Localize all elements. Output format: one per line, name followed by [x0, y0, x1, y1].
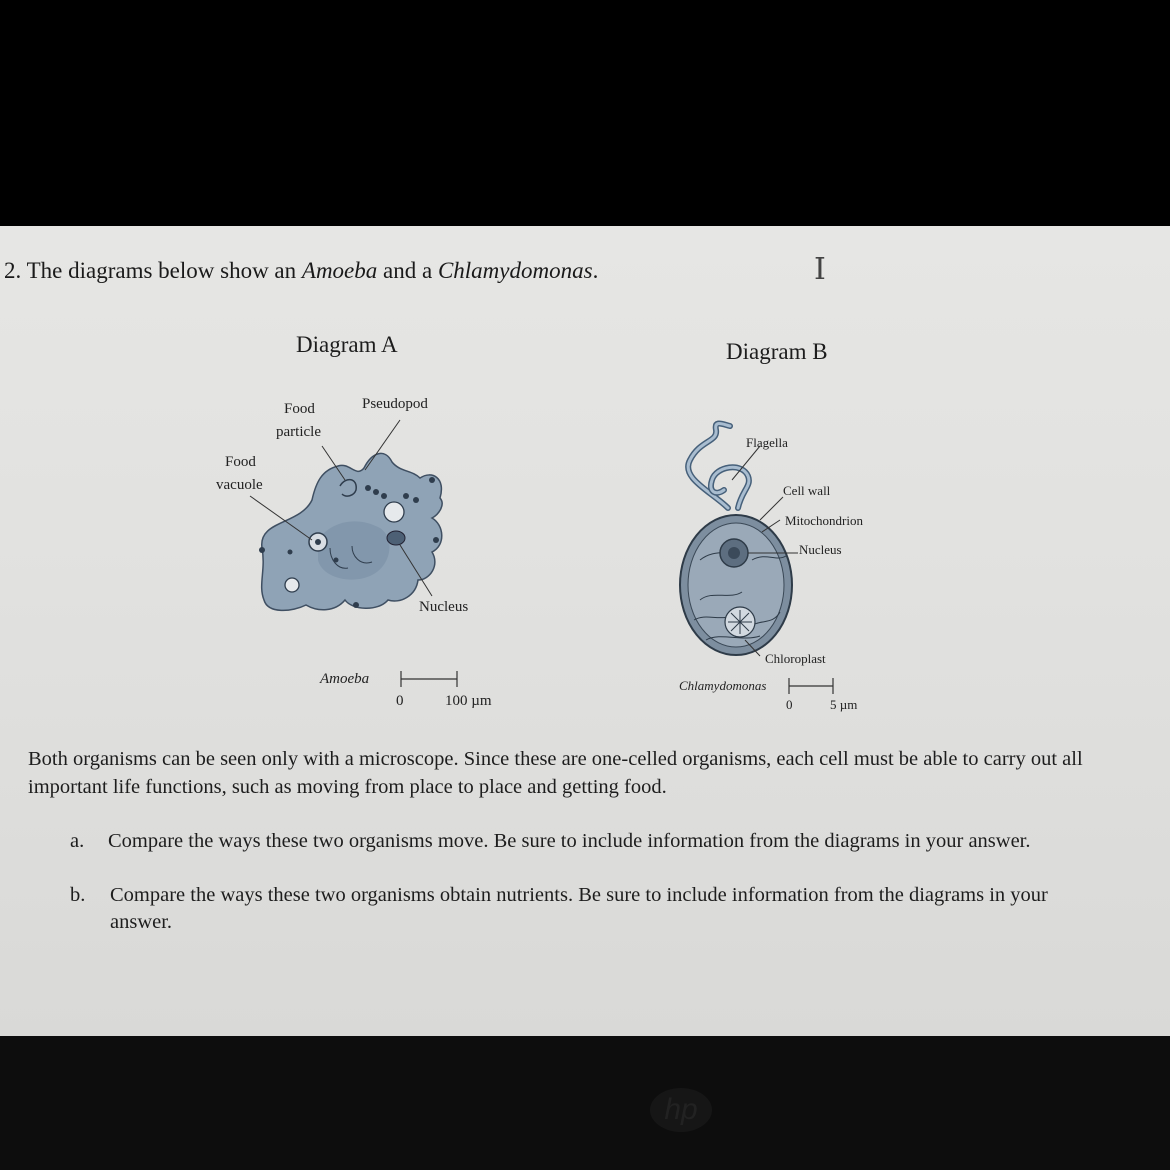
amoeba-scale-value: 100 µm: [445, 693, 492, 709]
intro-paragraph: Both organisms can be seen only with a microscope. Since these are one-celled organisms, each cell must be able to carry out all important life functions, such as moving from place to place and getting food.: [28, 748, 1083, 798]
label-amoeba-nucleus: Nucleus: [419, 599, 469, 615]
item-b-text: Compare the ways these two organisms obtain nutrients. Be sure to include information from the diagrams in your answer.: [110, 884, 1048, 933]
brand-logo-icon: hp: [650, 1088, 712, 1132]
chlamydomonas-scale-value: 5 µm: [830, 697, 858, 712]
label-flagella: Flagella: [746, 435, 788, 450]
label-cell-wall: Cell wall: [783, 483, 831, 498]
label-pseudopod: Pseudopod: [362, 396, 428, 412]
item-b-marker: b.: [70, 884, 86, 906]
label-food-particle-line2: particle: [276, 424, 321, 440]
diagram-b-title: Diagram B: [726, 339, 828, 364]
item-a-text: Compare the ways these two organisms move. Be sure to include information from the diagrams in your answer.: [108, 830, 1031, 852]
label-mitochondrion: Mitochondrion: [785, 513, 863, 528]
amoeba-scale-name: Amoeba: [320, 671, 370, 687]
diagram-a-title: Diagram A: [296, 332, 398, 357]
chlamydomonas-scale-zero: 0: [786, 697, 793, 712]
laptop-bezel: [0, 1036, 1170, 1170]
label-food-particle-line1: Food: [284, 401, 315, 417]
item-a-marker: a.: [70, 830, 85, 852]
label-chlamydomonas-nucleus: Nucleus: [799, 542, 842, 557]
question-title: 2. The diagrams below show an Amoeba and a Chlamydomonas.: [4, 258, 599, 283]
label-food-vacuole-line2: vacuole: [216, 477, 263, 493]
amoeba-scale-zero: 0: [396, 693, 404, 709]
text-cursor-icon: I: [814, 252, 826, 287]
amoeba-nucleus: [387, 531, 405, 545]
label-food-vacuole-line1: Food: [225, 454, 256, 470]
label-chloroplast: Chloroplast: [765, 651, 826, 666]
chlamydomonas-scale-name: Chlamydomonas: [679, 678, 767, 693]
